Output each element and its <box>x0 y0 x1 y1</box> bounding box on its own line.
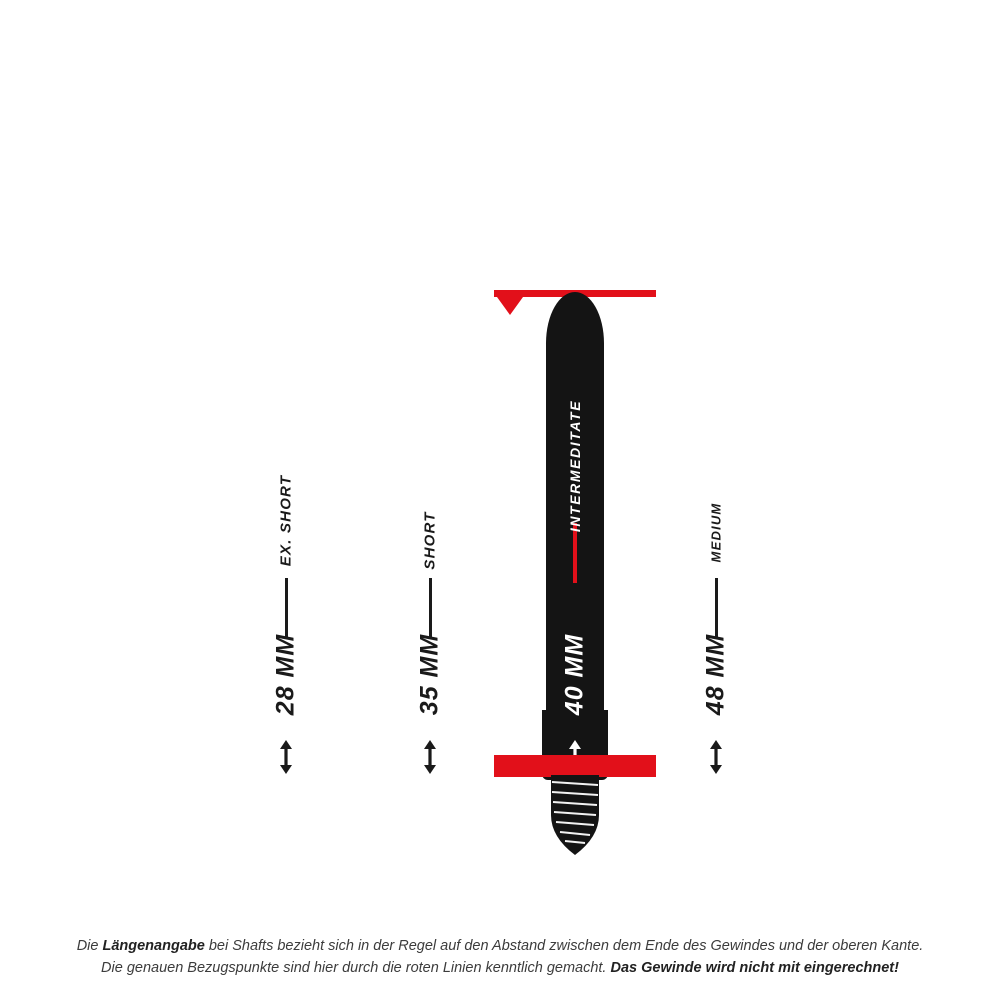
caption-line-1 <box>0 935 1000 957</box>
shaft-thread <box>548 775 602 855</box>
caption <box>0 935 1000 980</box>
reference-line-bottom <box>494 755 656 777</box>
caption-line2-bold: Das Gewinde wird nicht mit eingerechnet! <box>610 960 899 977</box>
caption-line1-pre: Die <box>76 938 103 954</box>
caption-line1-bold: Längenangabe <box>102 938 205 954</box>
size-column-ex-short <box>251 470 321 780</box>
size-length-short: 35 MM <box>415 633 444 716</box>
shaft-illustration <box>480 270 670 870</box>
size-name-medium: MEDIUM <box>708 502 724 563</box>
size-length-medium: 48 MM <box>701 633 730 716</box>
caption-line-2 <box>0 957 1000 979</box>
size-name-short: SHORT <box>421 511 439 570</box>
size-length-ex-short: 28 MM <box>271 633 300 716</box>
caption-line1-post: bei Shafts bezieht sich in der Regel auf den Abstand zwischen dem Ende des Gewindes und der oberen Kante. <box>204 938 924 954</box>
shaft-label-length: 40 MM <box>560 633 589 716</box>
size-tick-ex-short <box>285 578 288 638</box>
size-tick-short <box>429 578 432 638</box>
size-column-short <box>395 470 465 780</box>
shaft-label-name: INTERMEDITATE <box>567 399 583 533</box>
size-tick-medium <box>715 578 718 638</box>
size-column-medium <box>681 470 751 780</box>
size-name-ex-short: EX. SHORT <box>277 474 295 567</box>
measure-arrow-short <box>423 740 437 774</box>
measure-arrow-ex-short <box>279 740 293 774</box>
caption-line2-pre: Die genauen Bezugspunkte sind hier durch die roten Linien kenntlich gemacht. <box>101 960 611 977</box>
measure-arrow-medium <box>709 740 723 774</box>
reference-marker-triangle <box>497 297 523 315</box>
